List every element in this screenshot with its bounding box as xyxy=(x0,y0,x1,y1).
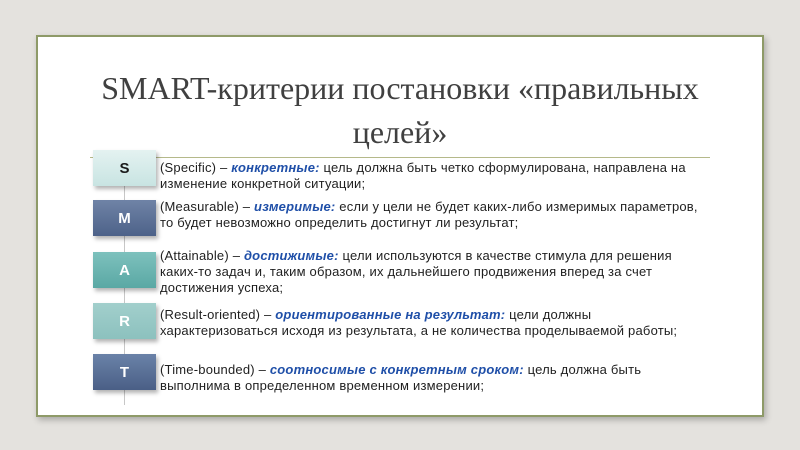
criterion-description: цели используются в качестве стимула для решения каких-то задач и, таким образом, их дальнейшего продвижения вперед за счет достижения успеха; xyxy=(160,248,672,295)
criterion-term: конкретные: xyxy=(231,160,320,175)
letter-badge-m: M xyxy=(93,200,156,236)
criterion-description: если у цели не будет каких-либо измеримых параметров, то будет невозможно определить достигнут ли результат; xyxy=(160,199,698,230)
criterion-english: (Time-bounded) – xyxy=(160,362,270,377)
criterion-result-oriented xyxy=(160,307,700,339)
letter-badge-a: A xyxy=(93,252,156,288)
criterion-attainable xyxy=(160,248,700,296)
criterion-term: достижимые: xyxy=(243,248,339,263)
criterion-english: (Attainable) – xyxy=(160,248,244,263)
criterion-description: цель должна быть четко сформулирована, направлена на изменение конкретной ситуации; xyxy=(160,160,686,191)
letter-badge-s: S xyxy=(93,150,156,186)
criterion-english: (Specific) – xyxy=(160,160,232,175)
criterion-specific xyxy=(160,160,700,192)
criterion-description: цели должны характеризоваться исходя из результата, а не количества проделываемой работы; xyxy=(160,307,678,338)
criterion-measurable xyxy=(160,199,700,231)
criterion-term: соотносимые с конкретным сроком: xyxy=(269,362,524,377)
letter-badge-t: T xyxy=(93,354,156,390)
criterion-term: измеримые: xyxy=(254,199,336,214)
criterion-term: ориентированные на результат: xyxy=(275,307,506,322)
criterion-english: (Measurable) – xyxy=(160,199,255,214)
title-divider xyxy=(90,157,710,158)
slide-title: SMART-критерии постановки «правильных целей» xyxy=(101,70,699,150)
criterion-time-bounded xyxy=(160,362,700,394)
criterion-english: (Result-oriented) – xyxy=(160,307,276,322)
criterion-description: цель должна быть выполнима в определенном временном измерении; xyxy=(160,362,642,393)
letter-badge-r: R xyxy=(93,303,156,339)
